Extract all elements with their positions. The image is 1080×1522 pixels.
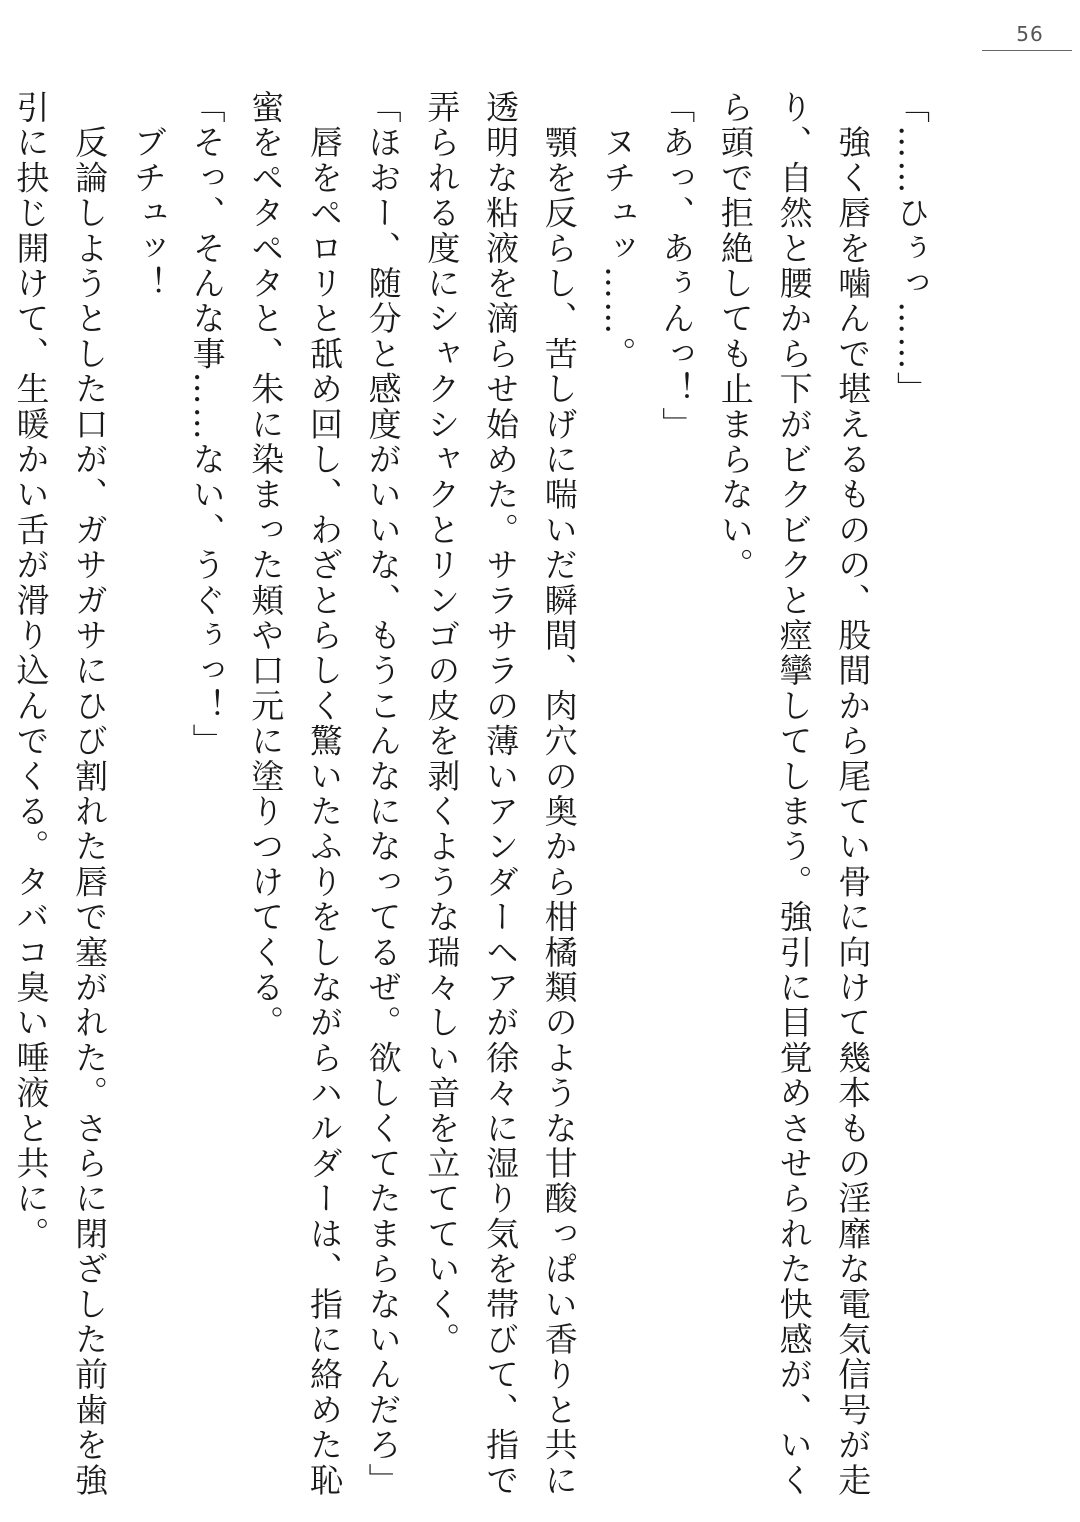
text-line: 「……ひぅっ……」	[892, 90, 931, 407]
text-line: ヌチュッ……。	[598, 90, 638, 372]
text-line: ブチュッ！	[128, 90, 168, 302]
text-line: 「そっ、そんな事……ない、うぐぅっ！」	[187, 90, 227, 759]
text-line: 唇をペロリと舐め回し、わざとらしく驚いたふりをしながらハルダーは、指に絡めた恥	[304, 90, 344, 1498]
page-number-rule	[982, 50, 1072, 51]
text-line: 弄られる度にシャクシャクとリンゴの皮を剥くような瑞々しい音を立てていく。	[422, 90, 462, 1358]
text-line: 蜜をペタペタと、朱に染まった頬や口元に塗りつけてくる。	[246, 90, 286, 1041]
text-line: 顎を反らし、苦しげに喘いだ瞬間、肉穴の奥から柑橘類のような甘酸っぱい香りと共に	[539, 90, 579, 1498]
text-line: り、自然と腰から下がビクビクと痙攣してしまう。強引に目覚めさせられた快感が、いく	[774, 90, 814, 1498]
text-line: 強く唇を噛んで堪えるものの、股間から尾てい骨に向けて幾本もの淫靡な電気信号が走	[833, 90, 873, 1498]
text-line: 「あっ、あぅんっ！」	[657, 90, 697, 442]
text-line: 反論しようとした口が、ガサガサにひび割れた唇で塞がれた。さらに閉ざした前歯を強	[70, 90, 110, 1498]
text-line: 「ほおー、随分と感度がいいな、もうこんなになってるぜ。欲しくてたまらないんだろ」	[363, 90, 403, 1498]
body-text	[11, 90, 940, 1498]
text-line: 透明な粘液を滴らせ始めた。サラサラの薄いアンダーヘアが徐々に湿り気を帯びて、指で	[481, 90, 521, 1498]
text-line: ら頭で拒絶しても止まらない。	[715, 90, 755, 583]
text-line: 引に抉じ開けて、生暖かい舌が滑り込んでくる。タバコ臭い唾液と共に。	[11, 90, 51, 1252]
page-number: 56	[1016, 22, 1044, 46]
